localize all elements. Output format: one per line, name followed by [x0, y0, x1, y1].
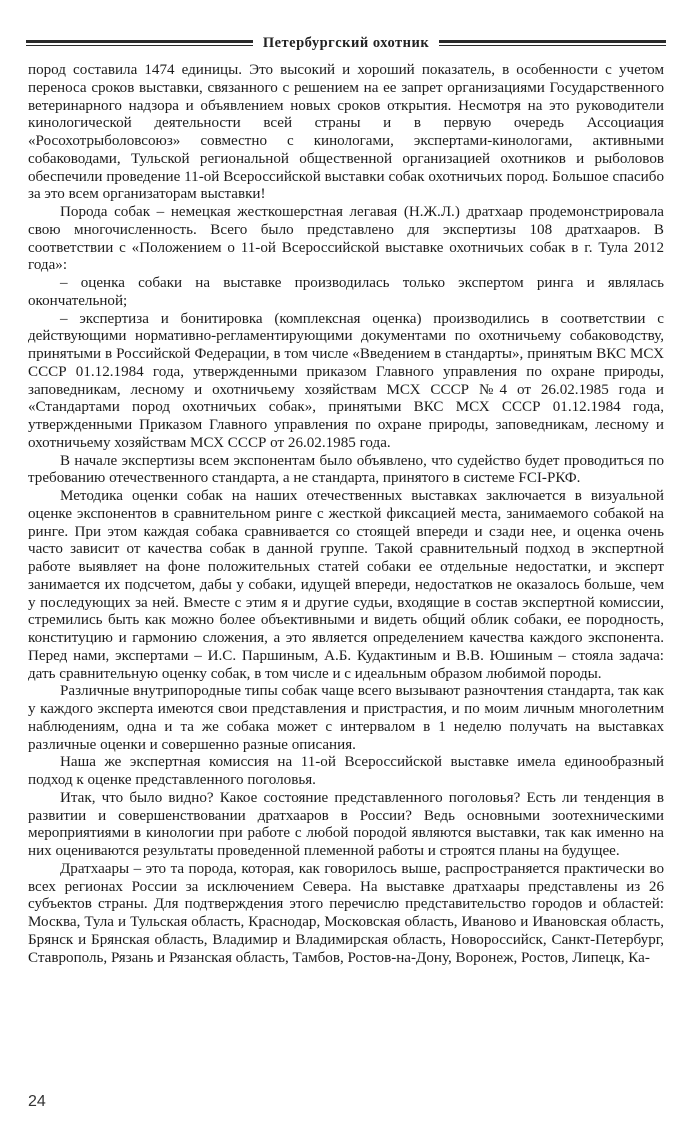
- header-rule-right: [439, 40, 666, 46]
- list-item: – оценка собаки на выставке производилась только экспертом ринга и являлась окончательной;: [28, 275, 664, 309]
- article-body: [28, 62, 664, 967]
- paragraph: Различные внутрипородные типы собак чаще всего вызывают разночтения стандарта, так как у каждого эксперта имеются свои представления и пристрастия, и по моим личным многолетним наблюдениям, одна и та же собака может с интервалом в 1 неделю получать на выставках различные оценки и совершенно разные описания.: [28, 683, 664, 753]
- paragraph: Наша же экспертная комиссия на 11-ой Всероссийской выставке имела единообразный подход к оценке представленного поголовья.: [28, 754, 664, 788]
- paragraph: Порода собак – немецкая жесткошерстная легавая (Н.Ж.Л.) дратхаар продемонстрировала свою многочисленность. Всего было представлено для экспертизы 108 дратхааров. В соответствии с «Положением о 11-ой Всероссийской выставке охотничьих собак в г. Тула 2012 года»:: [28, 204, 664, 274]
- page-number: 24: [28, 1093, 46, 1110]
- paragraph: В начале экспертизы всем экспонентам было объявлено, что судейство будет проводиться по требованию отечественного стандарта, а не стандарта, принятого в системе FCI-РКФ.: [28, 452, 664, 487]
- list-item: – экспертиза и бонитировка (комплексная оценка) производились в соответствии с действующими нормативно-регламентирующими документами по охотничьему собаководству, принятыми в Российской Федерации, в том числе «Введением в стандарты», принятым ВКС МСХ СССР 01.12.1984 года, утвержденными приказом Главного управления по охране природы, заповедникам, лесному и охотничьему хозяйствам МСХ СССР №4 от 26.02.1985 года и «Стандартами пород охотничьих собак», принятыми ВКС МСХ СССР 01.12.1984 года, утвержденными Приказом Главного управления по охране природы, заповедникам, лесному и охотничьему хозяйствам МСХ СССР от 26.02.1985 года.: [28, 310, 664, 451]
- paragraph: Дратхаары – это та порода, которая, как говорилось выше, распространяется практически во всех регионах России за исключением Севера. На выставке дратхаары представлены из 26 субъектов страны. Для подтверждения этого перечислю представительство городов и областей: Москва, Тула и Тульская область, Краснодар, Московская область, Иваново и Ивановская область, Брянск и Брянская область, Владимир и Владимирская область, Новороссийск, Санкт-Петербург, Ставрополь, Рязань и Рязанская область, Тамбов, Ростов-на-Дону, Воронеж, Ростов, Липецк, Ка-: [28, 860, 664, 966]
- header-rule-left: [26, 40, 253, 46]
- paragraph: Методика оценки собак на наших отечественных выставках заключается в визуальной оценке экспонентов в сравнительном ринге с жесткой фиксацией места, занимаемого собакой на ринге. При этом каждая собака сравнивается со стоящей впереди и сзади нее, и оценка очень часто зависит от качества собак в данной группе. Такой сравнительный подход в экспертной работе выявляет на фоне положительных статей собаки ее отдельные недостатки, и эксперт занимается их подсчетом, дабы у собаки, идущей впереди, недостатков не оказалось больше, чем у последующих за ней. Вместе с этим я и другие судьи, входящие в состав экспертной комиссии, стремились быть как можно более объективными и видеть общий облик собаки, ее породность, конституцию и гармонию сложения, а это является определением качества каждого экспонента. Перед нами, экспертами – И.С. Паршиным, А.Б. Кудактиным и В.В. Юшиным – стояла задача: дать сравнительную оценку собак, в том числе и с идеальным образом любимой породы.: [28, 488, 664, 682]
- running-header: [26, 33, 666, 53]
- paragraph-continued: пород составила 1474 единицы. Это высокий и хороший показатель, в особенности с учетом переноса сроков выставки, связанного с решением на ее запрет организациями Государственного ветеринарного надзора и объявлением новых сроков открытия. Несмотря на это руководители кинологической деятельности всей страны и в первую очередь Ассоциация «Росохотрыболовсоюз» совместно с кинологами, экспертами-кинологами, активными собаководами, Тульской региональной общественной организацией охотников и рыболовов обеспечили проведение 11-ой Всероссийской выставки собак охотничьих пород. Большое спасибо за это всем организаторам выставки!: [28, 62, 664, 203]
- journal-title: Петербургский охотник: [262, 34, 430, 51]
- paragraph: Итак, что было видно? Какое состояние представленного поголовья? Есть ли тенденция в развитии и совершенствовании дратхааров в России? Ведь основными зоотехническими мероприятиями в кинологии при работе с любой породой являются выставки, так как именно на них оцениваются результаты проведенной племенной работы и строятся планы на будущее.: [28, 789, 664, 859]
